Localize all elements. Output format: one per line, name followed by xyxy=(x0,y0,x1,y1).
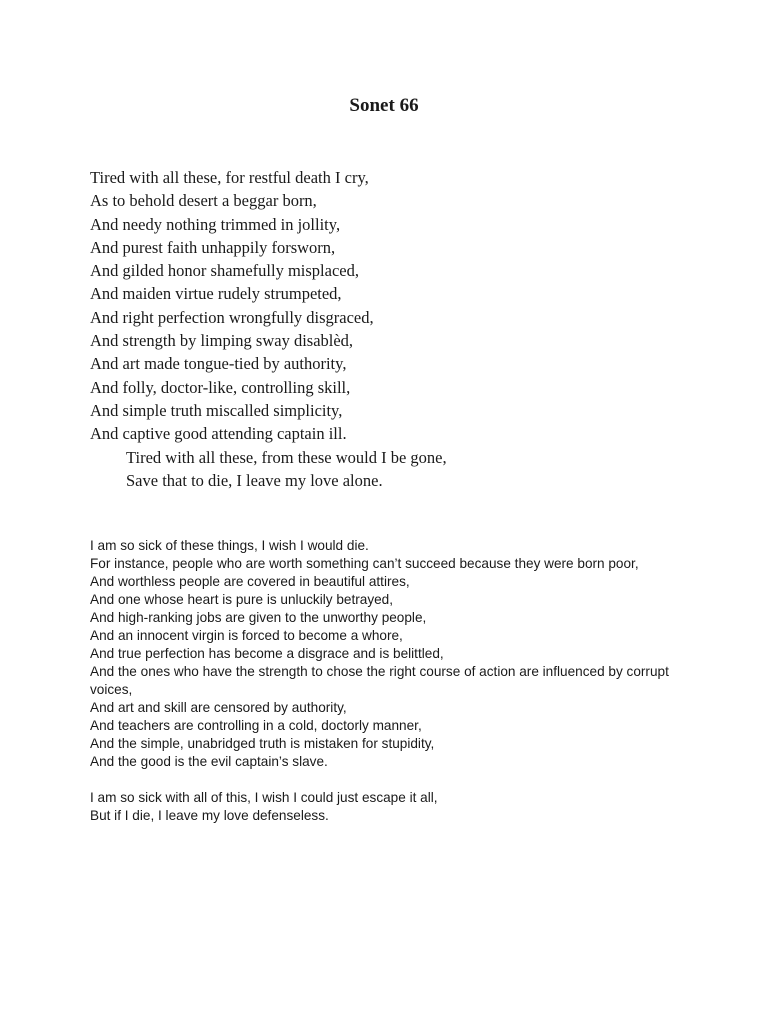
translation-line: But if I die, I leave my love defenseless. xyxy=(90,808,329,823)
translation-line: And the ones who have the strength to chose the right course of action are influenced by corrupt voices, xyxy=(90,664,669,697)
poem-line: And strength by limping sway disablèd, xyxy=(90,331,354,351)
translation-line: And teachers are controlling in a cold, doctorly manner, xyxy=(90,718,422,733)
poem-line: And purest faith unhappily forsworn, xyxy=(90,237,336,257)
sonnet-text xyxy=(90,166,447,492)
translation-line: And art and skill are censored by authority, xyxy=(90,700,347,715)
couplet-line: Save that to die, I leave my love alone. xyxy=(126,470,383,490)
poem-line: And maiden virtue rudely strumpeted, xyxy=(90,284,342,304)
page-title: Sonet 66 xyxy=(349,95,419,116)
couplet-line: Tired with all these, from these would I be gone, xyxy=(126,447,447,467)
translation-line: And the simple, unabridged truth is mistaken for stupidity, xyxy=(90,736,435,751)
translation-line: And worthless people are covered in beautiful attires, xyxy=(90,574,410,589)
translation-line: And one whose heart is pure is unluckily betrayed, xyxy=(90,592,394,607)
poem-line: And captive good attending captain ill. xyxy=(90,424,347,444)
poem-line: And simple truth miscalled simplicity, xyxy=(90,400,343,420)
poem-line: Tired with all these, for restful death I cry, xyxy=(90,168,369,187)
translation-line: And high-ranking jobs are given to the unworthy people, xyxy=(90,610,427,625)
poem-line: And folly, doctor-like, controlling skill, xyxy=(90,377,351,397)
poem-line: And art made tongue-tied by authority, xyxy=(90,354,347,374)
translation-line: And true perfection has become a disgrace and is belittled, xyxy=(90,646,444,661)
poem-line: As to behold desert a beggar born, xyxy=(90,191,317,211)
translation-line: And an innocent virgin is forced to become a whore, xyxy=(90,628,403,643)
translation-line: And the good is the evil captain’s slave. xyxy=(90,754,328,769)
translation-line: I am so sick of these things, I wish I would die. xyxy=(90,538,369,553)
stanza-gap xyxy=(90,771,680,789)
poem-line: And gilded honor shamefully misplaced, xyxy=(90,261,359,281)
translation-line: I am so sick with all of this, I wish I could just escape it all, xyxy=(90,790,438,805)
poem-line: And right perfection wrongfully disgraced, xyxy=(90,307,374,327)
poem-line: And needy nothing trimmed in jollity, xyxy=(90,214,341,234)
modern-translation xyxy=(90,537,680,825)
translation-line: For instance, people who are worth something can’t succeed because they were born poor, xyxy=(90,556,639,571)
